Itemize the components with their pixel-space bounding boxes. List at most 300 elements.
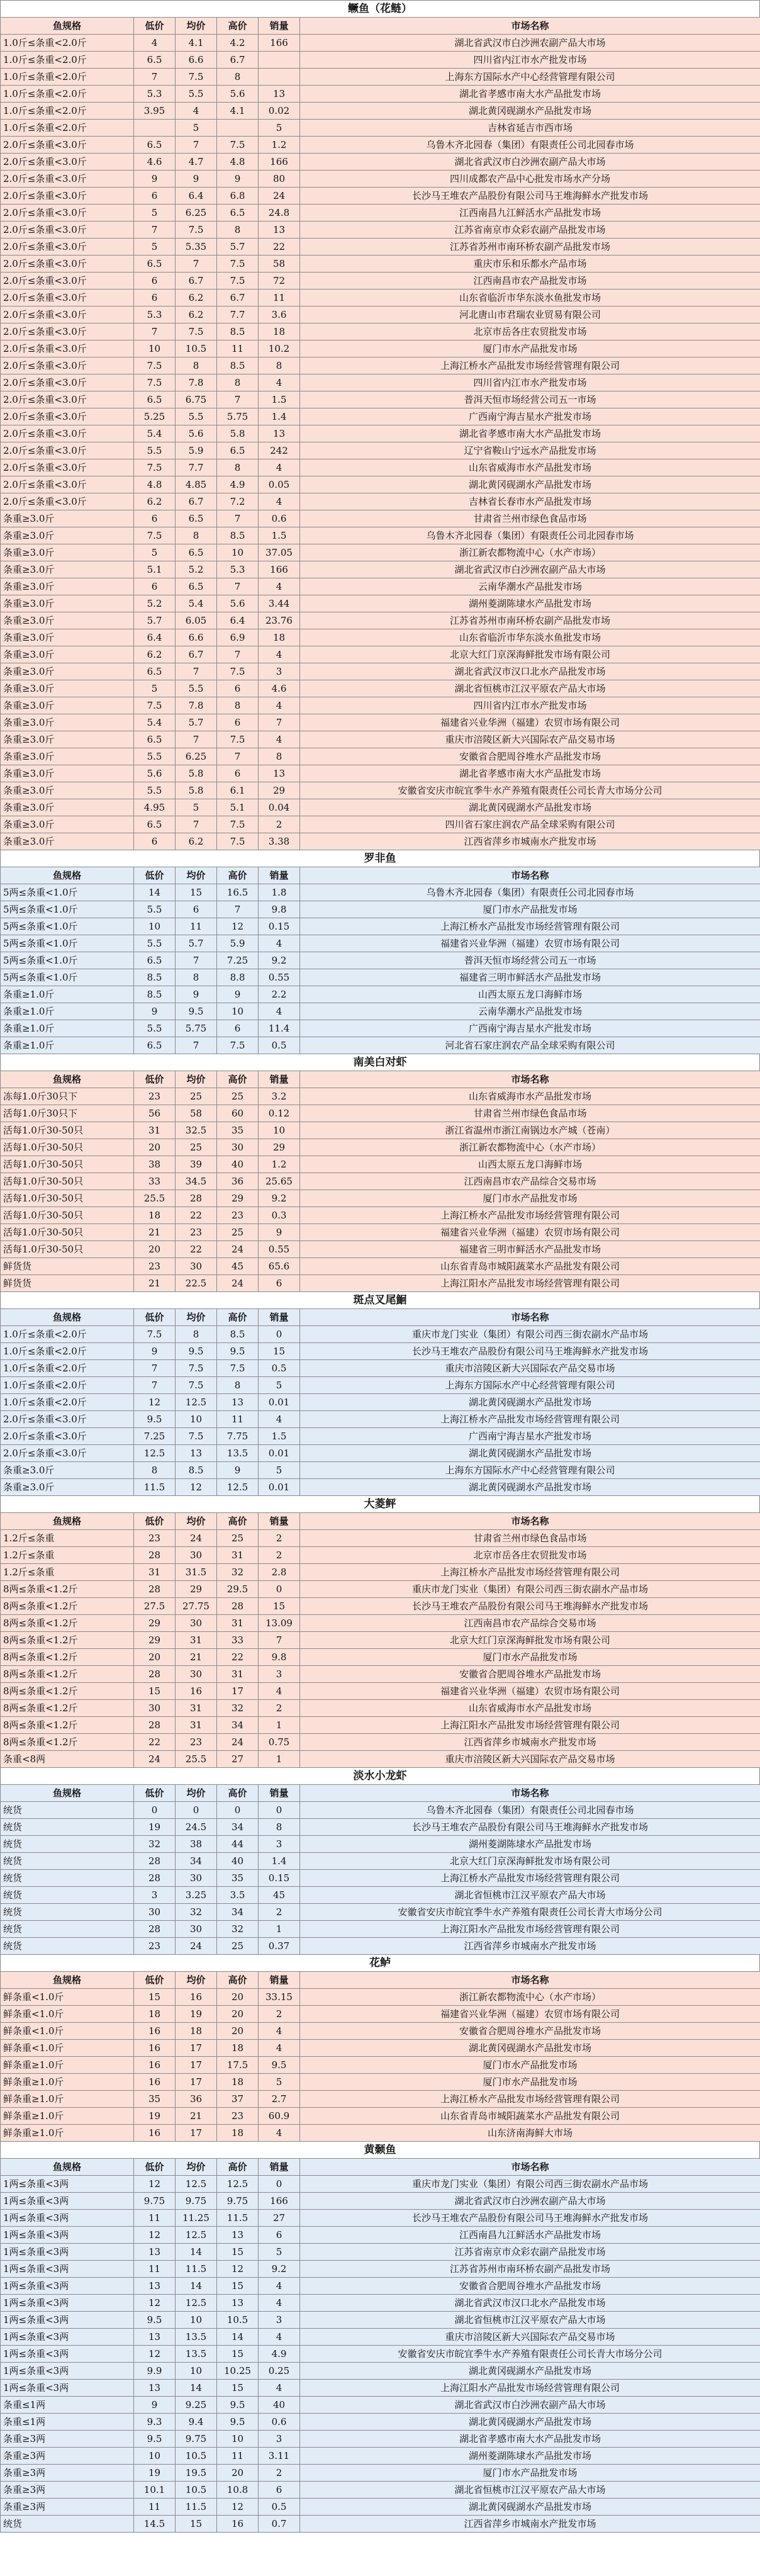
column-header: 低价 <box>134 867 176 884</box>
table-row <box>1 969 760 986</box>
column-header: 鱼规格 <box>1 867 134 884</box>
table-cell: 11 <box>217 2448 259 2465</box>
table-cell: 江西省萍乡市城南水产批发市场 <box>300 833 760 850</box>
table-cell: 4 <box>259 459 300 476</box>
table-cell: 山东省威海市水产品批发市场 <box>300 459 760 476</box>
table-row <box>1 2091 760 2108</box>
table-cell: 36 <box>176 2091 217 2108</box>
table-cell: 10.5 <box>176 2448 217 2465</box>
table-cell: 13 <box>134 2329 176 2346</box>
table-cell: 5 <box>259 2074 300 2091</box>
table-cell: 9.75 <box>176 2193 217 2210</box>
table-cell: 0 <box>259 1802 300 1819</box>
table-cell: 1.2斤≤条重 <box>1 1564 134 1581</box>
column-header: 低价 <box>134 1972 176 1989</box>
table-cell: 16 <box>134 2074 176 2091</box>
table-cell: 13.09 <box>259 1615 300 1632</box>
table-cell: 13 <box>134 2380 176 2397</box>
table-cell: 6.5 <box>134 816 176 833</box>
table-cell: 条重≥3.0斤 <box>1 1462 134 1479</box>
table-cell: 4 <box>259 1411 300 1428</box>
table-cell: 福建省兴业华洲（福建）农贸市场有限公司 <box>300 935 760 952</box>
table-cell: 福建省兴业华洲（福建）农贸市场有限公司 <box>300 714 760 731</box>
table-cell: 条重≥3.0斤 <box>1 748 134 765</box>
table-cell: 2 <box>259 1904 300 1921</box>
column-header: 市场名称 <box>300 1513 760 1530</box>
table-cell <box>259 52 300 69</box>
table-cell: 33.15 <box>259 1989 300 2006</box>
table-cell: 4 <box>259 493 300 510</box>
table-cell: 福建省三明市鲜活水产品批发市场 <box>300 969 760 986</box>
table-cell: 6.25 <box>176 748 217 765</box>
table-cell: 9.25 <box>176 2397 217 2414</box>
table-cell: 山东省临沂市华东淡水鱼批发市场 <box>300 629 760 646</box>
table-cell: 上海江桥水产品批发市场经营管理有限公司 <box>300 2091 760 2108</box>
table-row <box>1 2295 760 2312</box>
table-cell: 浙江省温州市浙江南锅边水产城（苍南） <box>300 1122 760 1139</box>
table-row <box>1 1360 760 1377</box>
table-cell: 8.5 <box>217 1326 259 1343</box>
table-cell: 上海江桥水产品批发市场经营管理有限公司 <box>300 357 760 374</box>
table-cell: 山东省青岛市城阳蔬菜水产品批发有限公司 <box>300 2108 760 2125</box>
table-cell: 31 <box>134 1122 176 1139</box>
table-cell: 鲜货货 <box>1 1275 134 1292</box>
table-cell: 4.6 <box>134 154 176 171</box>
column-header: 均价 <box>176 1785 217 1802</box>
table-cell: 32 <box>176 1904 217 1921</box>
table-cell: 长沙马王堆农产品股份有限公司马王堆海鲜水产批发市场 <box>300 188 760 205</box>
table-cell: 条重≥3.0斤 <box>1 527 134 544</box>
table-cell: 58 <box>259 256 300 273</box>
table-cell: 上海江桥水产品批发市场经营管理有限公司 <box>300 1564 760 1581</box>
table-cell: 5.2 <box>134 595 176 612</box>
table-cell: 30 <box>176 1921 217 1938</box>
table-cell: 2.0斤≤条重<3.0斤 <box>1 188 134 205</box>
table-cell: 7.5 <box>217 137 259 154</box>
table-cell: 2.0斤≤条重<3.0斤 <box>1 1411 134 1428</box>
price-table-catfish <box>0 1308 760 1496</box>
table-cell: 7 <box>217 578 259 595</box>
table-cell: 湖北黄冈砚湖水产品批发市场 <box>300 2499 760 2516</box>
table-cell: 上海东方国际水产中心经营管理有限公司 <box>300 1377 760 1394</box>
table-cell: 鲜条重<1.0斤 <box>1 2023 134 2040</box>
table-cell: 7 <box>217 510 259 527</box>
table-cell: 1.0斤≤条重<2.0斤 <box>1 1360 134 1377</box>
table-cell: 18 <box>217 2040 259 2057</box>
table-cell: 0.55 <box>259 969 300 986</box>
table-row <box>1 2465 760 2482</box>
table-row <box>1 52 760 69</box>
table-cell: 0.15 <box>259 1870 300 1887</box>
table-cell: 12 <box>134 2295 176 2312</box>
table-cell: 江苏省南京市众彩农副产品批发市场 <box>300 222 760 239</box>
table-cell: 32 <box>217 1700 259 1717</box>
table-cell: 25 <box>217 1088 259 1105</box>
table-cell: 30 <box>217 1139 259 1156</box>
table-cell: 5 <box>259 1377 300 1394</box>
table-cell: 四川省内江市水产批发市场 <box>300 374 760 391</box>
table-cell: 5.75 <box>217 408 259 425</box>
table-row <box>1 1717 760 1734</box>
table-row <box>1 697 760 714</box>
table-cell: 5.8 <box>176 765 217 782</box>
table-cell: 4.95 <box>134 799 176 816</box>
table-cell: 1.2 <box>259 137 300 154</box>
table-row <box>1 2329 760 2346</box>
table-row <box>1 188 760 205</box>
table-cell: 2.0斤≤条重<3.0斤 <box>1 323 134 340</box>
table-cell: 40 <box>217 1853 259 1870</box>
table-cell: 33 <box>134 1173 176 1190</box>
table-cell: 16 <box>134 2040 176 2057</box>
table-cell: 4 <box>259 374 300 391</box>
column-header: 鱼规格 <box>1 2159 134 2176</box>
table-cell: 7 <box>134 1360 176 1377</box>
table-cell: 2.0斤≤条重<3.0斤 <box>1 171 134 188</box>
table-cell: 28 <box>134 1666 176 1683</box>
table-cell: 1两≤条重<3两 <box>1 2295 134 2312</box>
table-cell: 湖北省恒桃市江汉平原农产品大市场 <box>300 1887 760 1904</box>
table-cell: 13 <box>217 2227 259 2244</box>
table-cell: 条重≥3.0斤 <box>1 782 134 799</box>
header-row <box>1 1785 760 1802</box>
table-cell: 20 <box>134 1241 176 1258</box>
table-cell: 12 <box>134 2346 176 2363</box>
table-cell: 6.5 <box>134 391 176 408</box>
table-cell: 15 <box>217 2346 259 2363</box>
table-cell: 8 <box>217 459 259 476</box>
table-cell: 34.5 <box>176 1173 217 1190</box>
table-cell: 7.5 <box>134 459 176 476</box>
table-cell: 6.7 <box>176 646 217 663</box>
table-row <box>1 307 760 323</box>
table-cell: 6.5 <box>217 442 259 459</box>
table-cell: 24.5 <box>176 1819 217 1836</box>
table-cell: 湖北省孝感市南大水产品批发市场 <box>300 765 760 782</box>
table-row <box>1 2397 760 2414</box>
table-cell: 23 <box>176 1734 217 1751</box>
table-row <box>1 1428 760 1445</box>
column-header: 销量 <box>259 18 300 35</box>
table-row <box>1 1921 760 1938</box>
table-cell: 12.5 <box>176 2176 217 2193</box>
table-cell: 重庆市涪陵区新大兴国际农产品交易市场 <box>300 1751 760 1768</box>
table-cell: 29 <box>259 782 300 799</box>
table-row <box>1 646 760 663</box>
table-cell: 2.0斤≤条重<3.0斤 <box>1 493 134 510</box>
table-cell: 10 <box>176 1411 217 1428</box>
table-cell: 7.5 <box>176 323 217 340</box>
table-cell: 3.11 <box>259 2448 300 2465</box>
table-cell: 厦门市水产品批发市场 <box>300 1649 760 1666</box>
table-cell: 8 <box>259 1819 300 1836</box>
table-cell: 9.5 <box>217 2414 259 2431</box>
table-cell: 24 <box>217 1275 259 1292</box>
table-cell: 19 <box>134 1819 176 1836</box>
table-cell: 7.5 <box>217 1037 259 1054</box>
table-cell: 29 <box>259 1139 300 1156</box>
table-cell: 23 <box>176 1224 217 1241</box>
table-cell: 活每1.0斤30-50只 <box>1 1156 134 1173</box>
table-cell: 7.5 <box>217 1360 259 1377</box>
table-cell: 14 <box>176 2278 217 2295</box>
table-cell: 11 <box>217 340 259 357</box>
column-header: 低价 <box>134 2159 176 2176</box>
table-cell: 3 <box>259 663 300 680</box>
table-cell: 江西南昌市农产品综合交易市场 <box>300 1173 760 1190</box>
table-cell: 6 <box>134 188 176 205</box>
table-cell: 3.2 <box>259 1088 300 1105</box>
table-cell: 鲜条重≥1.0斤 <box>1 2074 134 2091</box>
table-cell: 辽宁省鞍山宁远水产品批发市场 <box>300 442 760 459</box>
table-cell: 冻每1.0斤30只下 <box>1 1088 134 1105</box>
table-cell: 28 <box>134 1921 176 1938</box>
table-row <box>1 1275 760 1292</box>
table-cell: 24 <box>134 1751 176 1768</box>
table-cell: 统货 <box>1 1819 134 1836</box>
table-cell: 2.0斤≤条重<3.0斤 <box>1 408 134 425</box>
table-cell: 72 <box>259 273 300 290</box>
column-header: 市场名称 <box>300 1785 760 1802</box>
table-cell: 6 <box>259 1275 300 1292</box>
table-cell: 1.8 <box>259 884 300 901</box>
table-cell: 37 <box>217 2091 259 2108</box>
table-cell: 上海江阳水产品批发市场经营管理有限公司 <box>300 1921 760 1938</box>
table-cell: 活每1.0斤30-50只 <box>1 1139 134 1156</box>
table-cell: 湖北省武汉市白沙洲农副产品大市场 <box>300 2397 760 2414</box>
table-cell: 统货 <box>1 1887 134 1904</box>
column-header: 销量 <box>259 867 300 884</box>
table-cell: 7.5 <box>176 69 217 86</box>
table-cell: 10.5 <box>176 340 217 357</box>
column-header: 低价 <box>134 1513 176 1530</box>
column-header: 低价 <box>134 18 176 35</box>
table-cell: 1两≤条重<3两 <box>1 2278 134 2295</box>
table-cell: 北京大红门京深海鲜批发市场有限公司 <box>300 1853 760 1870</box>
table-cell: 湖北黄冈砚湖水产品批发市场 <box>300 2414 760 2431</box>
table-cell: 4.8 <box>217 154 259 171</box>
table-cell: 1.0斤≤条重<2.0斤 <box>1 86 134 103</box>
table-cell: 25.5 <box>134 1190 176 1207</box>
table-cell: 4 <box>259 2329 300 2346</box>
table-cell: 安徽省合肥周谷堆水产品批发市场 <box>300 2023 760 2040</box>
table-cell: 17.5 <box>217 2057 259 2074</box>
column-header: 高价 <box>217 1071 259 1088</box>
column-header: 高价 <box>217 1972 259 1989</box>
table-cell: 条重<8两 <box>1 1751 134 1768</box>
column-header: 均价 <box>176 1071 217 1088</box>
table-cell: 9.5 <box>217 2397 259 2414</box>
table-row <box>1 1564 760 1581</box>
table-cell: 0.25 <box>259 2363 300 2380</box>
table-cell: 8两≤条重<1.2斤 <box>1 1598 134 1615</box>
table-cell: 18 <box>217 2125 259 2142</box>
table-cell: 条重≥1.0斤 <box>1 1020 134 1037</box>
table-row <box>1 1615 760 1632</box>
table-cell: 3.44 <box>259 595 300 612</box>
table-cell: 5.2 <box>176 561 217 578</box>
table-cell: 20 <box>217 1989 259 2006</box>
table-cell: 22 <box>134 1734 176 1751</box>
table-cell: 28 <box>134 1870 176 1887</box>
table-cell: 7 <box>217 901 259 918</box>
table-row <box>1 816 760 833</box>
table-cell: 统货 <box>1 1870 134 1887</box>
table-row <box>1 2499 760 2516</box>
table-cell: 17 <box>176 2040 217 2057</box>
table-cell: 10 <box>217 544 259 561</box>
table-cell: 15 <box>176 884 217 901</box>
table-cell: 统货 <box>1 1921 134 1938</box>
table-cell: 6 <box>217 1020 259 1037</box>
table-cell: 乌鲁木齐北园春（集团）有限责任公司北园春市场 <box>300 527 760 544</box>
table-cell: 14 <box>176 2380 217 2397</box>
section-title-catfish: 斑点叉尾鮰 <box>0 1292 760 1308</box>
table-cell: 福建省兴业华洲（福建）农贸市场有限公司 <box>300 1224 760 1241</box>
column-header: 市场名称 <box>300 1071 760 1088</box>
table-cell: 厦门市水产品批发市场 <box>300 2074 760 2091</box>
table-cell: 9.75 <box>176 2431 217 2448</box>
table-cell: 9.5 <box>134 2431 176 2448</box>
table-cell: 10.25 <box>217 2363 259 2380</box>
table-cell: 25 <box>217 1530 259 1547</box>
table-row <box>1 442 760 459</box>
table-cell: 6.5 <box>134 52 176 69</box>
table-cell: 23 <box>217 1207 259 1224</box>
table-cell: 甘肃省兰州市绿色食品市场 <box>300 510 760 527</box>
table-cell: 14 <box>217 2329 259 2346</box>
table-cell: 江西南昌市农产品综合交易市场 <box>300 1615 760 1632</box>
table-cell: 5.1 <box>134 561 176 578</box>
table-cell: 6.5 <box>134 731 176 748</box>
table-cell: 13 <box>134 2244 176 2261</box>
table-cell: 安徽省安庆市皖宜季牛水产养殖有限责任公司长青大市场分公司 <box>300 1904 760 1921</box>
table-cell: 福建省兴业华洲（福建）农贸市场有限公司 <box>300 1683 760 1700</box>
table-cell: 8两≤条重<1.2斤 <box>1 1649 134 1666</box>
column-header: 市场名称 <box>300 2159 760 2176</box>
table-cell: 25.5 <box>176 1751 217 1768</box>
table-cell: 7.75 <box>217 1428 259 1445</box>
table-cell: 9.8 <box>259 901 300 918</box>
table-row <box>1 1666 760 1683</box>
table-cell: 25 <box>217 1224 259 1241</box>
table-row <box>1 1377 760 1394</box>
table-cell: 6.5 <box>134 1037 176 1054</box>
table-cell: 28 <box>134 1853 176 1870</box>
table-cell: 35 <box>217 1122 259 1139</box>
table-row <box>1 1819 760 1836</box>
table-row <box>1 1870 760 1887</box>
table-cell: 10 <box>259 1122 300 1139</box>
price-table-bass <box>0 1512 760 1768</box>
table-row <box>1 884 760 901</box>
table-cell: 17 <box>217 1683 259 1700</box>
section-title-perch: 花鲈 <box>0 1955 760 1971</box>
table-cell <box>217 120 259 137</box>
table-cell: 6.25 <box>176 205 217 222</box>
table-cell: 7.5 <box>134 374 176 391</box>
table-cell: 河北唐山市君瑞农业贸易有限公司 <box>300 307 760 323</box>
table-cell: 3.38 <box>259 833 300 850</box>
table-cell: 32.5 <box>176 1122 217 1139</box>
table-cell: 7.5 <box>217 256 259 273</box>
table-cell: 湖北省武汉市白沙洲农副产品大市场 <box>300 2193 760 2210</box>
table-cell: 2.0斤≤条重<3.0斤 <box>1 442 134 459</box>
table-row <box>1 765 760 782</box>
table-cell: 上海江桥水产品批发市场经营管理有限公司 <box>300 918 760 935</box>
table-cell: 5.5 <box>134 1020 176 1037</box>
table-cell: 条重≥3.0斤 <box>1 663 134 680</box>
table-cell: 29.5 <box>217 1581 259 1598</box>
table-cell: 15 <box>176 2516 217 2533</box>
table-cell: 6.7 <box>176 273 217 290</box>
table-row <box>1 408 760 425</box>
table-cell: 33 <box>217 1632 259 1649</box>
table-row <box>1 2108 760 2125</box>
table-cell: 6.5 <box>134 663 176 680</box>
table-cell: 4.1 <box>176 35 217 52</box>
table-row <box>1 2363 760 2380</box>
table-cell: 2 <box>259 1700 300 1717</box>
table-cell: 45 <box>217 1258 259 1275</box>
column-header: 鱼规格 <box>1 1972 134 1989</box>
table-cell: 60.9 <box>259 2108 300 2125</box>
table-cell: 湖北省武汉市白沙洲农副产品大市场 <box>300 154 760 171</box>
table-cell: 7.5 <box>176 222 217 239</box>
table-cell: 条重≥3两 <box>1 2448 134 2465</box>
table-cell: 厦门市水产品批发市场 <box>300 340 760 357</box>
table-cell: 4.1 <box>217 103 259 120</box>
table-cell: 29 <box>134 1632 176 1649</box>
table-cell: 1两≤条重<3两 <box>1 2346 134 2363</box>
column-header: 市场名称 <box>300 1309 760 1326</box>
table-row <box>1 171 760 188</box>
column-header: 高价 <box>217 867 259 884</box>
table-row <box>1 256 760 273</box>
table-cell: 40 <box>217 1156 259 1173</box>
table-cell: 安徽省安庆市皖宜季牛水产养殖有限责任公司长青大市场分公司 <box>300 2346 760 2363</box>
table-row <box>1 391 760 408</box>
table-cell: 山东省威海市水产品批发市场 <box>300 1088 760 1105</box>
table-cell: 3.95 <box>134 103 176 120</box>
table-cell: 27 <box>259 2210 300 2227</box>
section-title-mandarin: 鳜鱼（花鲢） <box>0 0 760 17</box>
table-cell: 30 <box>134 1700 176 1717</box>
table-cell: 8.5 <box>134 969 176 986</box>
table-cell: 11.5 <box>134 1479 176 1496</box>
table-cell: 8两≤条重<1.2斤 <box>1 1700 134 1717</box>
column-header: 高价 <box>217 1513 259 1530</box>
table-cell: 6.6 <box>176 629 217 646</box>
table-cell: 13 <box>259 425 300 442</box>
table-cell: 30 <box>176 1666 217 1683</box>
table-cell: 32 <box>217 1564 259 1581</box>
table-cell: 11 <box>176 918 217 935</box>
table-cell: 北京市岳各庄农贸批发市场 <box>300 1547 760 1564</box>
table-cell: 7 <box>176 137 217 154</box>
table-cell: 13 <box>134 2278 176 2295</box>
table-cell: 7.5 <box>176 1377 217 1394</box>
table-cell: 鲜条重≥1.0斤 <box>1 2091 134 2108</box>
table-cell: 湖北省武汉市汉口北水产品批发市场 <box>300 663 760 680</box>
table-cell: 山西太原五龙口海鲜市场 <box>300 986 760 1003</box>
table-cell: 10 <box>176 2312 217 2329</box>
table-row <box>1 663 760 680</box>
table-cell: 5 <box>259 1462 300 1479</box>
table-cell: 山东省威海市水产品批发市场 <box>300 1700 760 1717</box>
table-cell: 5.7 <box>217 239 259 256</box>
table-row <box>1 2244 760 2261</box>
